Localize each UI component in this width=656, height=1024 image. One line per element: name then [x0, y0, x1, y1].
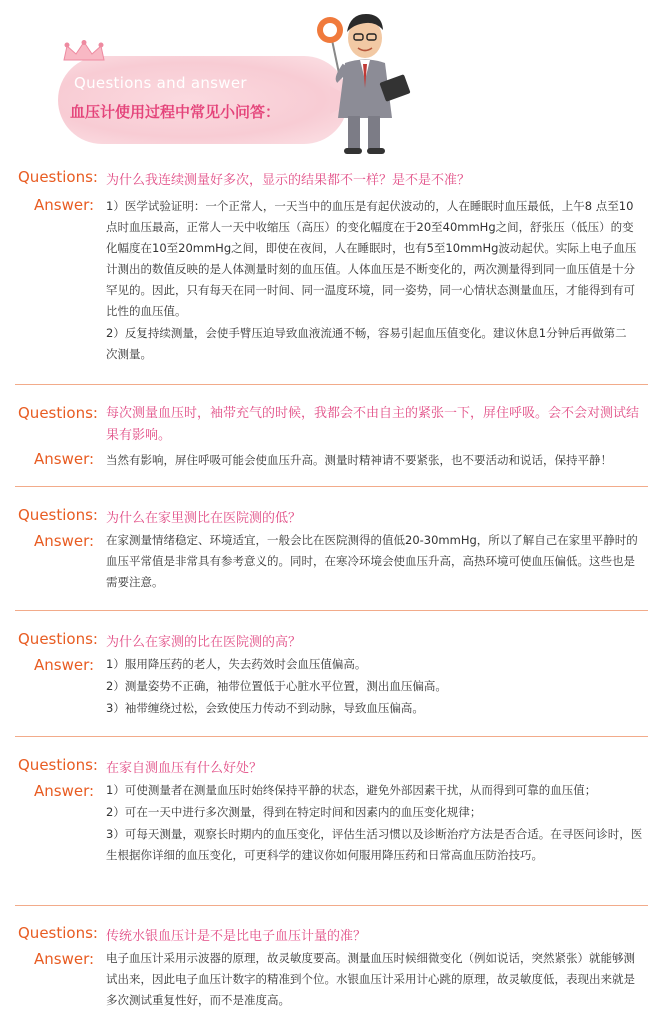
section-divider	[15, 384, 648, 385]
question-label: Questions:	[18, 404, 98, 422]
answer-label: Answer:	[34, 656, 95, 674]
header-title: Questions and answer	[74, 74, 247, 92]
answer-text: 2）可在一天中进行多次测量，得到在特定时间和因素内的血压变化规律；	[106, 805, 482, 819]
answer-label: Answer:	[34, 782, 95, 800]
section-divider	[15, 610, 648, 611]
answer-label: Answer:	[34, 450, 95, 468]
question-text: 为什么在家里测比在医院测的低？	[106, 511, 302, 526]
answer-text: 1）服用降压药的老人，失去药效时会血压值偏高。	[106, 657, 367, 671]
answer-text: 2）测量姿势不正确，袖带位置低于心脏水平位置，测出血压偏高。	[106, 679, 447, 693]
section-divider	[15, 905, 648, 906]
question-text: 在家自测血压有什么好处？	[106, 761, 263, 776]
answer-text: 当然有影响，屏住呼吸可能会使血压升高。测量时精神请不要紧张，也不要活动和说话，保持平静！	[106, 453, 612, 467]
answer-text: 2）反复持续测量，会使手臂压迫导致血液流通不畅，容易引起血压值变化。建议休息1分钟后再做第二次测量。	[106, 326, 627, 361]
answer-label: Answer:	[34, 532, 95, 550]
answer-text: 在家测量情绪稳定、环境适宜，一般会比在医院测得的值低20-30mmHg，所以了解自己在家里平静时的血压平常值是非常具有参考意义的。同时，在寒冷环境会使血压升高，高热环境可使血压偏低。这些也是需要注意。	[106, 533, 638, 589]
qa-section-6	[18, 924, 648, 1007]
doctor-illustration	[310, 8, 420, 158]
question-label: Questions:	[18, 630, 98, 648]
qa-section-1	[18, 168, 648, 361]
answer-text: 1）医学试验证明：一个正常人，一天当中的血压是有起伏波动的，人在睡眠时血压最低，上午8 点至10 点时血压最高，正常人一天中收缩压（高压）的变化幅度在于20至40mmHg之间，舒张压（低压）的变化幅度在10至20mmHg之间，即使在夜间，人在睡眠时，也有5至10mmHg波动起伏。实际上电子血压计测出的数值反映的是人体测量时刻的血压值。人体血压是不断变化的，两次测量得到同一血压值是十分罕见的。因此，只有每天在同一时间、同一温度环境，同一姿势，同一心情状态测量血压，才能得到有可比性的血压值。	[106, 199, 637, 318]
question-label: Questions:	[18, 756, 98, 774]
section-divider	[15, 486, 648, 487]
qa-section-2	[18, 404, 648, 470]
question-text: 为什么在家测的比在医院测的高？	[106, 635, 302, 650]
header-banner	[0, 0, 656, 165]
answer-label: Answer:	[34, 950, 95, 968]
question-label: Questions:	[18, 506, 98, 524]
question-text: 每次测量血压时，袖带充气的时候，我都会不由自主的紧张一下，屏住呼吸。会不会对测试结果有影响。	[106, 406, 640, 443]
question-label: Questions:	[18, 924, 98, 942]
answer-text: 3）可每天测量，观察长时期内的血压变化，评估生活习惯以及诊断治疗方法是否合适。在寻医问诊时，医生根据你详细的血压变化，可更科学的建议你如何服用降压药和日常高血压防治技巧。	[106, 827, 643, 862]
answer-text: 3）袖带缠绕过松，会致使压力传动不到动脉，导致血压偏高。	[106, 701, 424, 715]
qa-section-3	[18, 506, 648, 589]
qa-section-4	[18, 630, 648, 715]
crown-icon	[62, 40, 106, 62]
answer-text: 1）可使测量者在测量血压时始终保持平静的状态，避免外部因素干扰，从而得到可靠的血压值；	[106, 783, 597, 797]
answer-text: 电子血压计采用示波器的原理，故灵敏度要高。测量血压时候细微变化（例如说话，突然紧张）就能够测试出来，因此电子血压计数字的精准到个位。水银血压计采用计心跳的原理，故灵敏度低，表现出来就是多次测试重复性好，而不是准度高。	[106, 951, 635, 1007]
qa-section-5	[18, 756, 648, 862]
question-text: 为什么我连续测量好多次，显示的结果都不一样？是不是不准？	[106, 173, 471, 188]
question-text: 传统水银血压计是不是比电子血压计量的准？	[106, 929, 367, 944]
header-subtitle: 血压计使用过程中常见小问答：	[70, 103, 281, 121]
title-bubble	[58, 56, 348, 144]
question-label: Questions:	[18, 168, 98, 186]
section-divider	[15, 736, 648, 737]
answer-label: Answer:	[34, 196, 95, 214]
